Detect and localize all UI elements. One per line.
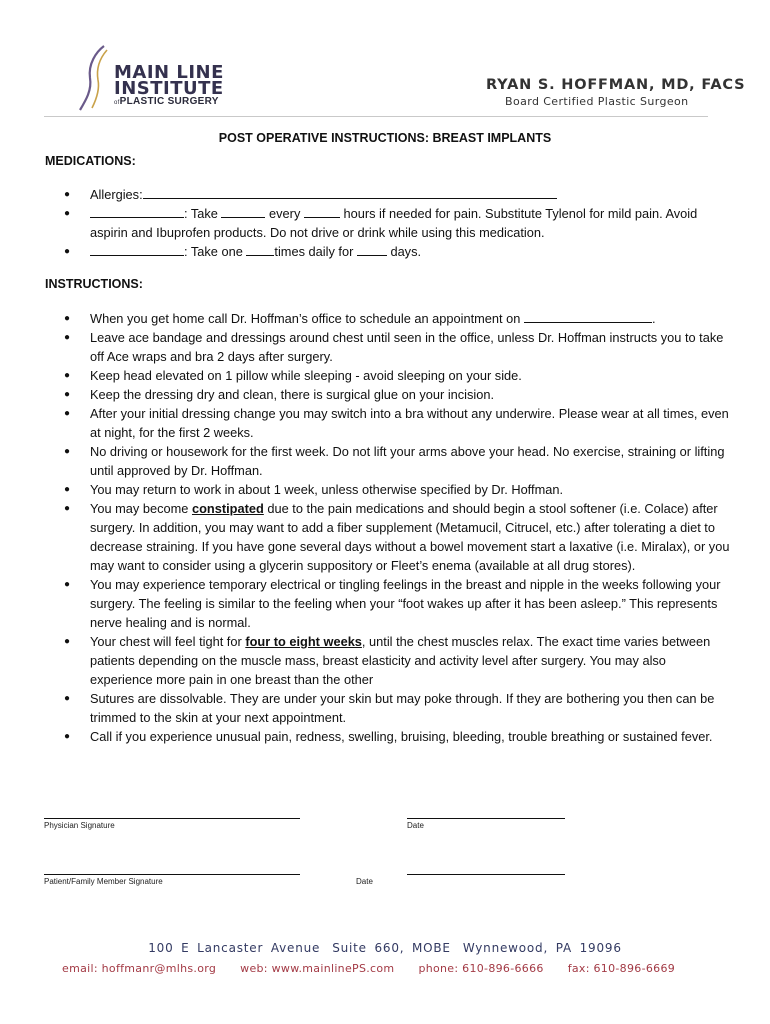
instructions-heading: INSTRUCTIONS: bbox=[45, 277, 143, 291]
instructions-list bbox=[62, 309, 732, 746]
medications-list bbox=[62, 185, 732, 261]
logo-text-of: of bbox=[114, 100, 120, 106]
logo-text-main-line: MAIN LINE bbox=[114, 62, 224, 83]
instruction-constipation-text-b: due to the pain medications and should begin a stool softener (i.e. Colace) after surgery. In addition, you may want to add a fiber supplement (Metamucil, Citrucel, etc.) after tolerating a diet to decrease straining. If you have gone several days without a bowel movement start a laxative (i.e. Miralax), or you may want to consider using a glycerin suppository or Fleet’s enema (available at all drug stores). bbox=[90, 501, 730, 573]
medications-heading: MEDICATIONS: bbox=[45, 154, 136, 168]
medication-1-interval-blank[interactable] bbox=[304, 205, 340, 218]
footer-fax: fax: 610-896-6669 bbox=[567, 962, 676, 975]
doctor-name: RYAN S. HOFFMAN, MD, FACS bbox=[486, 77, 746, 93]
doctor-credential: Board Certified Plastic Surgeon bbox=[505, 95, 689, 108]
footer-phone: phone: 610-896-6666 bbox=[418, 962, 544, 975]
logo-silhouette-icon bbox=[74, 44, 114, 112]
allergies-blank-field[interactable] bbox=[143, 186, 557, 199]
instruction-chest-text-b: , until the chest muscles relax. The exact time varies between patients depending on the muscle mass, breast elasticity and activity level after surgery. You may also experience more pain in one breast than the other bbox=[90, 634, 711, 687]
footer-address bbox=[0, 941, 770, 955]
patient-signature-label: Patient/Family Member Signature bbox=[44, 877, 163, 886]
footer-web[interactable]: web: www.mainlinePS.com bbox=[240, 962, 395, 975]
medication-1-take-text: : Take bbox=[184, 206, 218, 221]
medication-1-every-text: every bbox=[269, 206, 301, 221]
instruction-chest-emphasis: four to eight weeks bbox=[245, 634, 362, 649]
page-title: POST OPERATIVE INSTRUCTIONS: BREAST IMPLANTS bbox=[218, 131, 552, 145]
medication-2-times-blank[interactable] bbox=[246, 243, 274, 256]
medication-2-name-blank[interactable] bbox=[90, 243, 184, 256]
footer-street: 100 E Lancaster Avenue bbox=[148, 941, 321, 955]
date-label-2: Date bbox=[356, 877, 373, 886]
footer-city: Wynnewood, PA 19096 bbox=[462, 941, 622, 955]
footer-suite: Suite 660, MOBE bbox=[332, 941, 451, 955]
list-item: ● No driving or housework for the first week. Do not lift your arms above your head. No exercise, straining or lifting until approved by Dr. Hoffman. bbox=[62, 442, 732, 480]
logo-text-specialty: PLASTIC SURGERY bbox=[119, 96, 219, 107]
instruction-chest-text-a: Your chest will feel tight for bbox=[90, 634, 242, 649]
medication-1-instructions-text: hours if needed for pain. Substitute Tylenol for mild pain. Avoid aspirin and Ibuprofen products. Do not drive or drink while using this medication. bbox=[90, 206, 698, 240]
instruction-appointment-text: When you get home call Dr. Hoffman’s office to schedule an appointment on bbox=[90, 311, 521, 326]
list-item-allergies bbox=[62, 185, 732, 204]
medication-2-times-text: times daily for bbox=[274, 244, 354, 259]
instruction-appointment-end: . bbox=[651, 311, 656, 326]
footer-contact bbox=[62, 962, 675, 975]
header-divider bbox=[44, 116, 708, 117]
list-item-medication-1 bbox=[62, 204, 732, 242]
logo-text-institute: INSTITUTE bbox=[114, 78, 224, 99]
medication-2-days-blank[interactable] bbox=[357, 243, 387, 256]
list-item: ● Keep the dressing dry and clean, there is surgical glue on your incision. bbox=[62, 385, 732, 404]
date-line-2[interactable] bbox=[407, 874, 565, 875]
instruction-constipation-text-a: You may become bbox=[90, 501, 189, 516]
date-line-1[interactable] bbox=[407, 818, 565, 819]
list-item: ● Keep head elevated on 1 pillow while sleeping - avoid sleeping on your side. bbox=[62, 366, 732, 385]
practice-logo bbox=[74, 44, 244, 112]
patient-signature-line[interactable] bbox=[44, 874, 300, 875]
footer-email[interactable]: email: hoffmanr@mlhs.org bbox=[62, 962, 217, 975]
medication-2-days-text: days. bbox=[390, 244, 422, 259]
date-label-1: Date bbox=[407, 821, 424, 830]
allergies-label: Allergies: bbox=[90, 187, 143, 202]
list-item bbox=[62, 309, 732, 328]
list-item bbox=[62, 499, 732, 575]
appointment-date-blank[interactable] bbox=[524, 310, 652, 323]
list-item: ● Call if you experience unusual pain, redness, swelling, bruising, bleeding, trouble breathing or sustained fever. bbox=[62, 727, 732, 746]
list-item: ● You may experience temporary electrical or tingling feelings in the breast and nipple in the weeks following your surgery. The feeling is similar to the feeling when your “foot wakes up after it has been asleep.” This represents nerve healing and is normal. bbox=[62, 575, 732, 632]
physician-signature-label: Physician Signature bbox=[44, 821, 115, 830]
list-item: ● You may return to work in about 1 week, unless otherwise specified by Dr. Hoffman. bbox=[62, 480, 732, 499]
logo-text-plastic-surgery bbox=[114, 96, 219, 107]
list-item-medication-2 bbox=[62, 242, 732, 261]
list-item: ● Leave ace bandage and dressings around chest until seen in the office, unless Dr. Hoffman instructs you to take off Ace wraps and bra 2 days after surgery. bbox=[62, 328, 732, 366]
list-item: ● After your initial dressing change you may switch into a bra without any underwire. Please wear at all times, even at night, for the first 2 weeks. bbox=[62, 404, 732, 442]
medication-1-name-blank[interactable] bbox=[90, 205, 184, 218]
list-item: ● Sutures are dissolvable. They are under your skin but may poke through. If they are bothering you then can be trimmed to the skin at your next appointment. bbox=[62, 689, 732, 727]
medication-2-take-text: : Take one bbox=[184, 244, 243, 259]
instruction-constipation-emphasis: constipated bbox=[191, 501, 264, 516]
physician-signature-line[interactable] bbox=[44, 818, 300, 819]
list-item bbox=[62, 632, 732, 689]
medication-1-dose-blank[interactable] bbox=[221, 205, 265, 218]
